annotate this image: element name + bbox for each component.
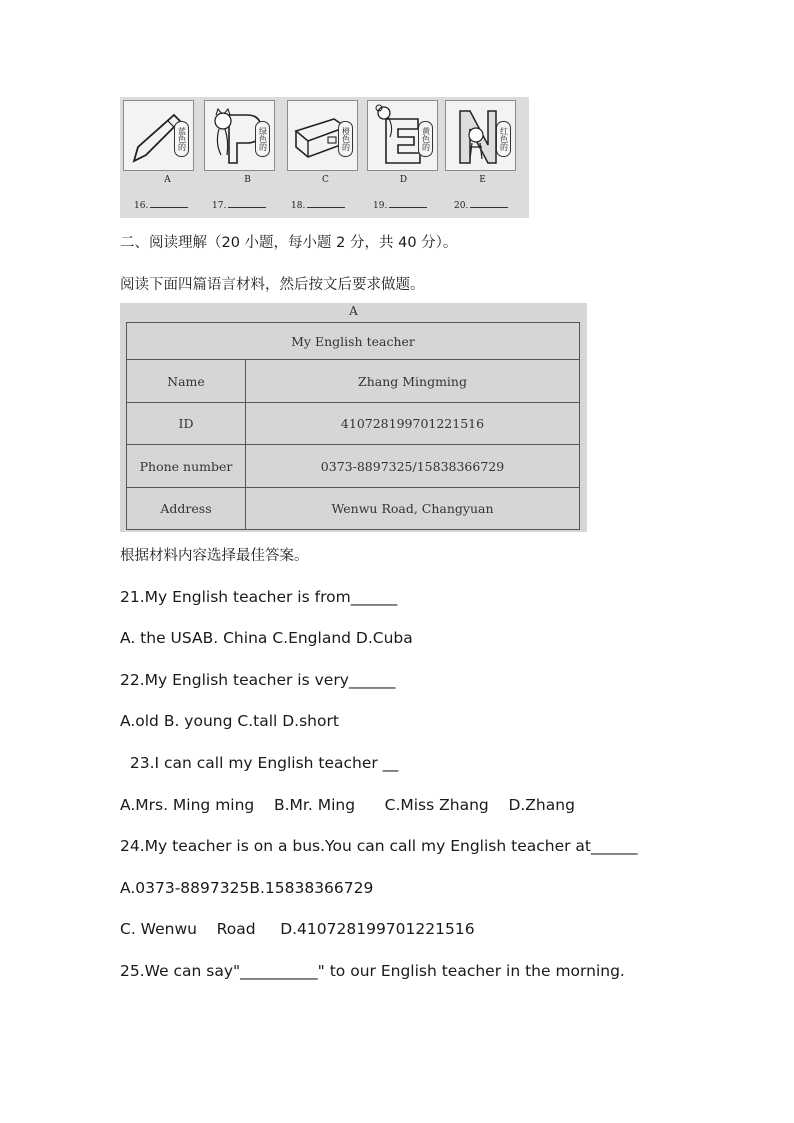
table-row <box>127 403 580 445</box>
row-key: Name <box>127 360 246 403</box>
row-value: Wenwu Road, Changyuan <box>246 488 580 530</box>
row-key: Address <box>127 488 246 530</box>
picture-label: A <box>164 175 171 185</box>
question-stem: 24.My teacher is on a bus.You can call my English teacher at______ <box>120 837 638 855</box>
question-options: A.0373-8897325B.15838366729 <box>120 879 374 897</box>
direction-text: 根据材料内容选择最佳答案。 <box>120 548 309 564</box>
question-stem: 25.We can say"__________" to our English teacher in the morning. <box>120 962 625 980</box>
picture-strip <box>120 97 529 218</box>
table-row <box>127 445 580 488</box>
picture-d <box>367 100 438 171</box>
question-options: A.old B. young C.tall D.short <box>120 712 339 730</box>
table-title: My English teacher <box>127 323 580 360</box>
section-heading: 二、阅读理解（20 小题，每小题 2 分，共 40 分）。 <box>120 235 458 251</box>
color-stamp: 红色的 <box>496 121 511 157</box>
row-value: 410728199701221516 <box>246 403 580 445</box>
answer-blank: 18. <box>291 199 345 211</box>
picture-a <box>123 100 194 171</box>
picture-label: C <box>322 175 329 185</box>
question-options: A.Mrs. Ming ming B.Mr. Ming C.Miss Zhang D.Zhang <box>120 796 575 814</box>
color-stamp: 橙色的 <box>338 121 353 157</box>
passage-a-table-photo <box>120 303 587 532</box>
answer-blank: 17. <box>212 199 266 211</box>
color-stamp: 黄色的 <box>418 121 433 157</box>
section-instruction: 阅读下面四篇语言材料，然后按文后要求做题。 <box>120 277 425 293</box>
table-row <box>127 360 580 403</box>
answer-blank: 20. <box>454 199 508 211</box>
row-value: Zhang Mingming <box>246 360 580 403</box>
picture-label: E <box>479 175 486 185</box>
row-value: 0373-8897325/15838366729 <box>246 445 580 488</box>
answer-blank: 16. <box>134 199 188 211</box>
question-stem: 23.I can call my English teacher __ <box>120 754 399 772</box>
passage-label: A <box>349 304 358 318</box>
question-options: A. the USAB. China C.England D.Cuba <box>120 629 413 647</box>
picture-c <box>287 100 358 171</box>
picture-b <box>204 100 275 171</box>
teacher-info-table <box>126 322 580 530</box>
question-stem: 21.My English teacher is from______ <box>120 588 398 606</box>
color-stamp: 蓝色的 <box>174 121 189 157</box>
question-stem: 22.My English teacher is very______ <box>120 671 396 689</box>
picture-e <box>445 100 516 171</box>
picture-label: B <box>244 175 251 185</box>
picture-label: D <box>399 175 408 185</box>
color-stamp: 绿色的 <box>255 121 270 157</box>
row-key: Phone number <box>127 445 246 488</box>
question-options: C. Wenwu Road D.410728199701221516 <box>120 920 475 938</box>
row-key: ID <box>127 403 246 445</box>
table-row <box>127 488 580 530</box>
answer-blank: 19. <box>373 199 427 211</box>
